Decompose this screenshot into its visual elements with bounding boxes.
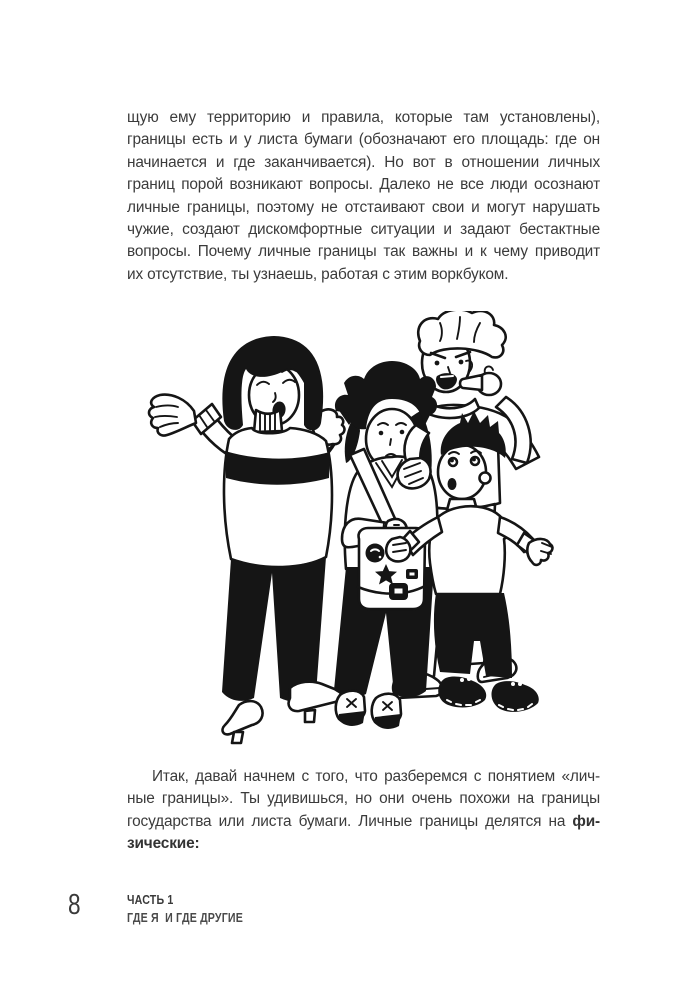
text-line: щую ему территорию и правила, которые там установлены), [127, 109, 600, 126]
text-line: границы есть и у листа бумаги (обозначают его площадь: где он [127, 131, 600, 149]
text-line: чужие, создают дискомфортные ситуации и задают бестактные [127, 221, 600, 239]
paragraph-top [127, 107, 600, 286]
text-line [127, 811, 600, 833]
part-title: ГДЕ Я И ГДЕ ДРУГИЕ [127, 911, 243, 925]
paragraph-bottom [127, 766, 600, 856]
part-label: ЧАСТЬ 1 [127, 893, 174, 907]
text-line: вопросы. Почему личные границы так важны и к чему приводит [127, 243, 600, 261]
text-line [127, 833, 600, 855]
part-heading [127, 893, 263, 925]
bag-patch-round [366, 544, 385, 563]
text-line: границ порой возникают вопросы. Далеко не все люди осознают [127, 176, 600, 194]
text-line: начинается и где заканчивается). Но вот в отношении личных [127, 153, 600, 171]
text-line: их отсутствие, ты узнаешь, работая с этим воркбуком. [127, 265, 509, 283]
family-illustration [144, 311, 560, 751]
text-line: Итак, давай начнем с того, что разберемся с понятием «лич- [152, 768, 600, 785]
text-line: личные границы, поэтому не отстаивают свои и могут нарушать [127, 198, 600, 216]
figure-mother [149, 336, 344, 743]
bold-term: фи- [572, 812, 600, 830]
text-segment: государства или листа бумаги. Личные границы делятся на [127, 812, 573, 830]
page-number: 8 [68, 889, 81, 921]
text-line: ные границы». Ты удивишься, но они очень похожи на границы [127, 790, 600, 808]
bold-term: зические: [127, 835, 200, 853]
